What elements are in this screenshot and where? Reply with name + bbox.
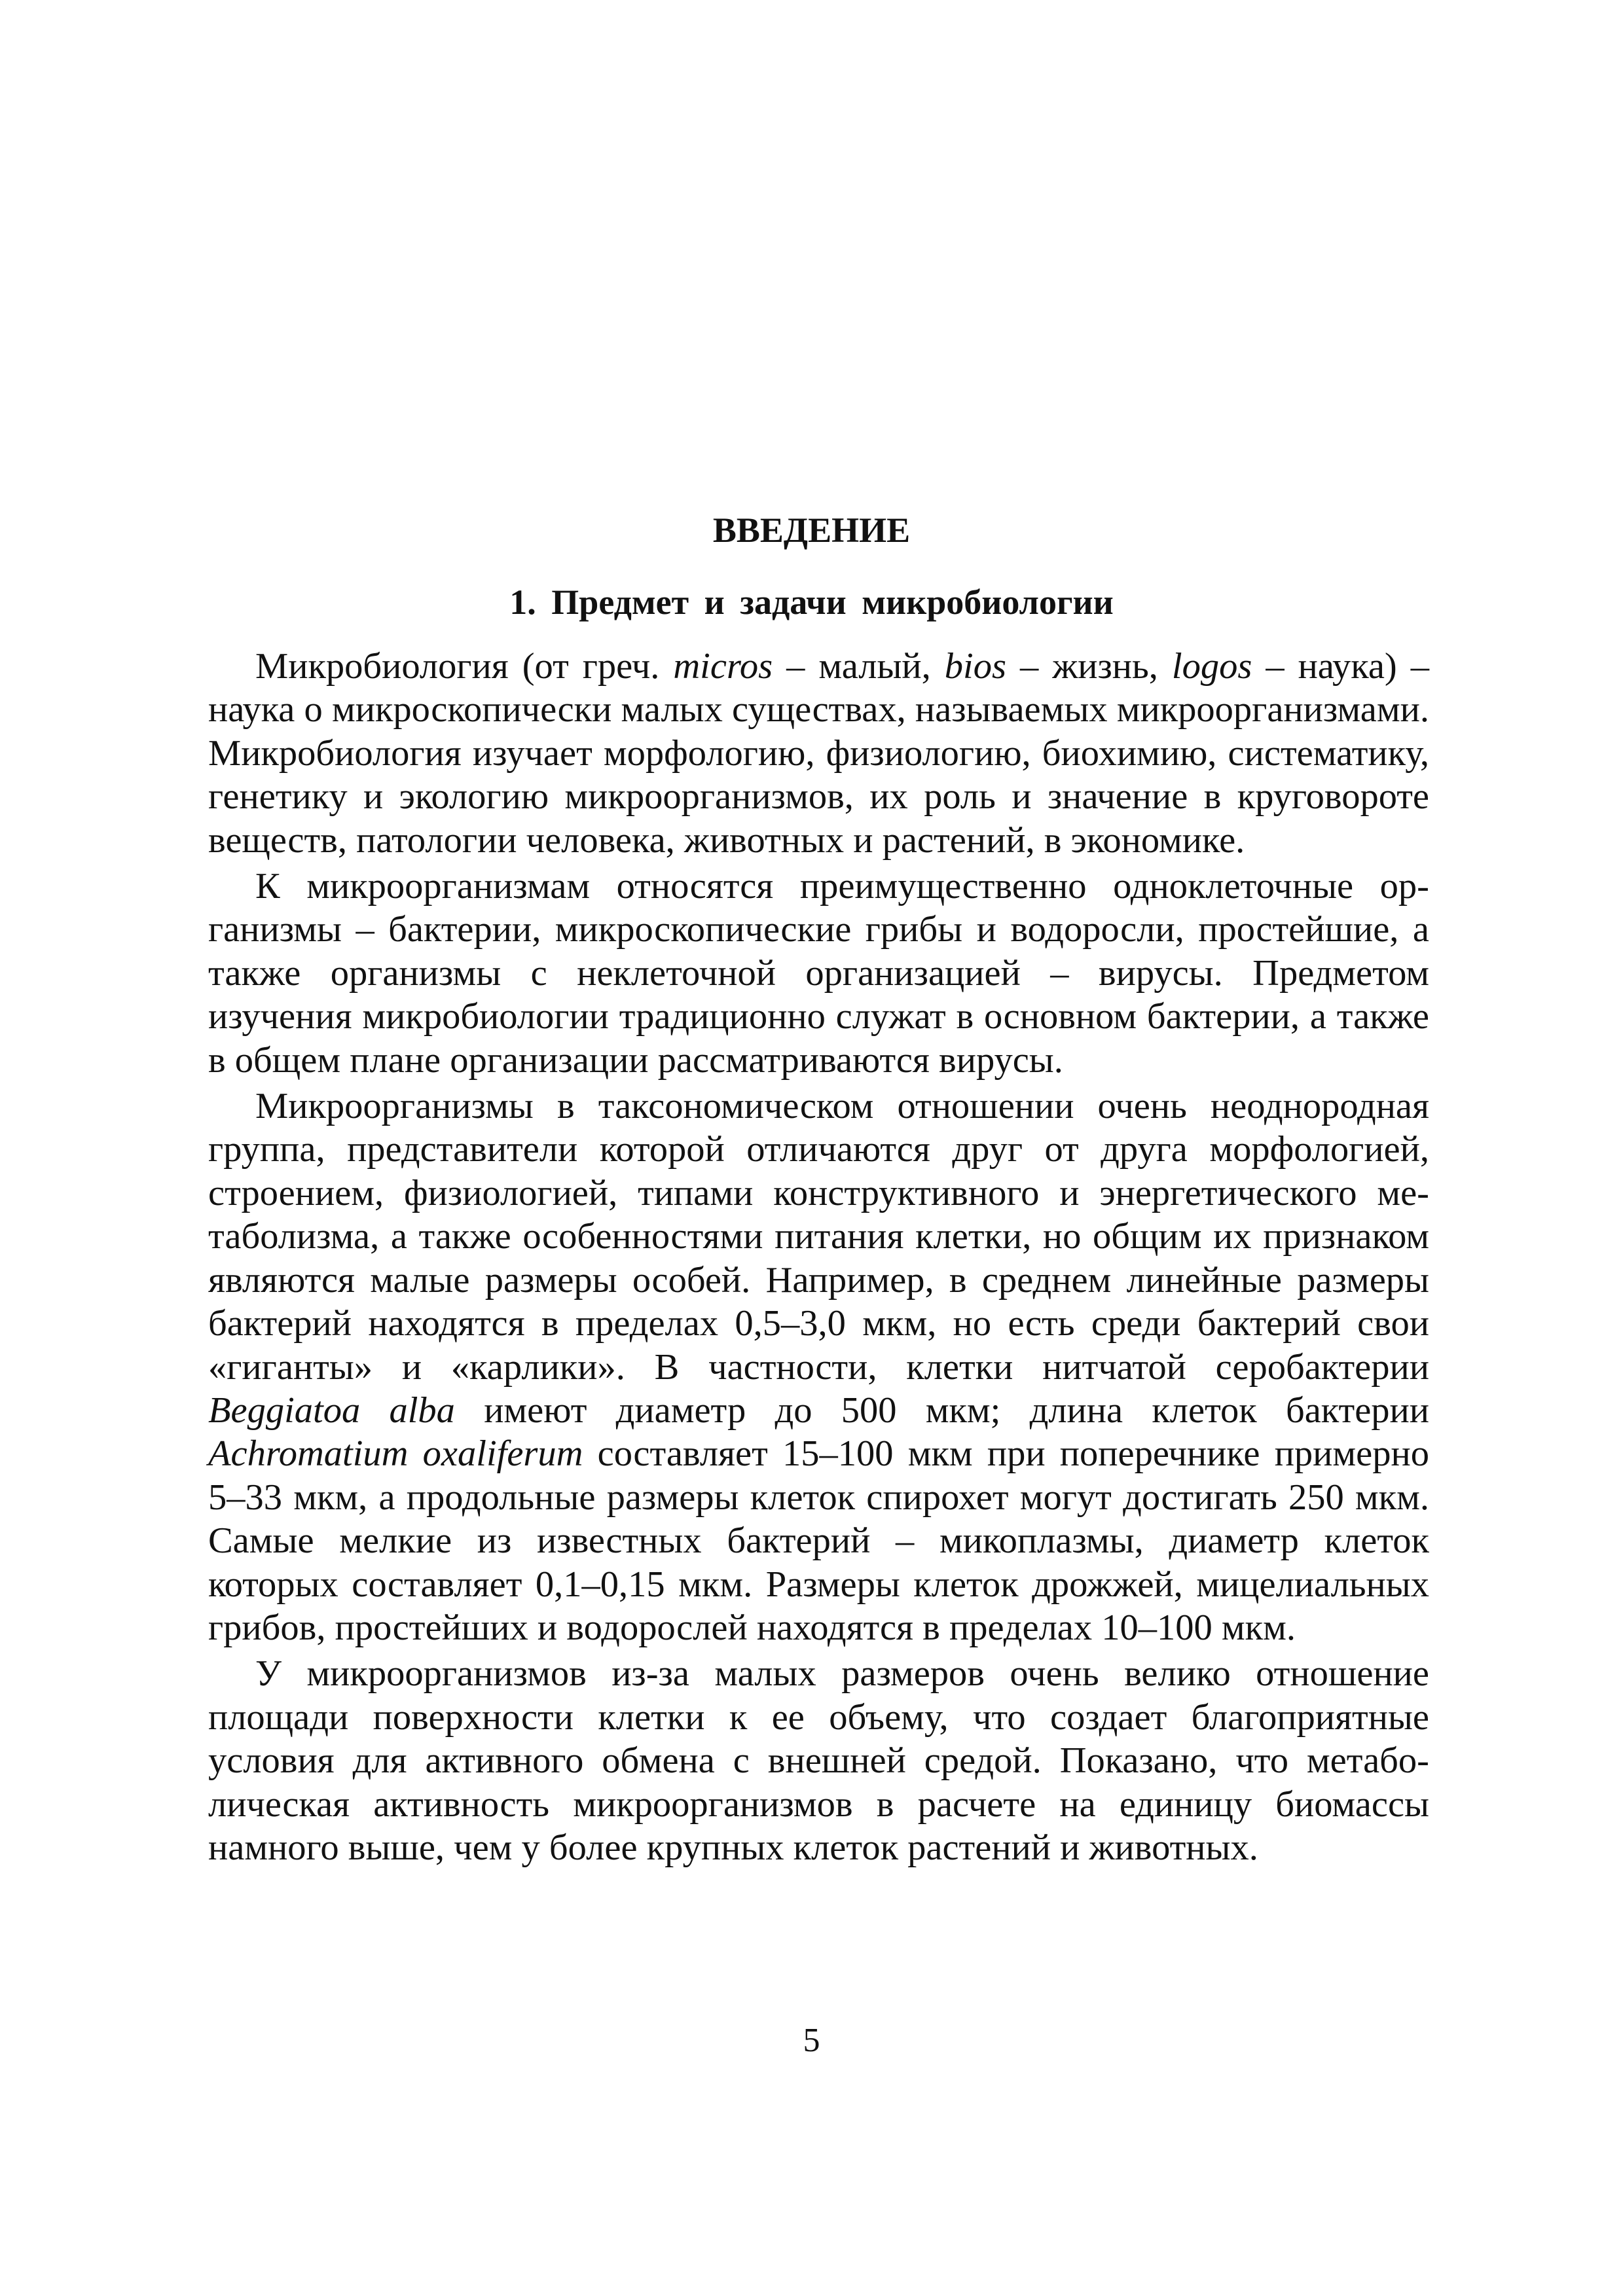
paragraph-1-text: – малый, (773, 646, 945, 687)
paragraph-3-text: Микроорганизмы в таксономическом отношении очень неоднородная группа, представители которой отличаются друг от друга морфологией, строением, физиологией, типами конструктивного и энергетического метаболизма, а также особенностями питания клетки, но общим их признаком являются малые размеры особей. Например, в среднем линейные размеры бактерий находятся в пределах 0,5–3,0 мкм, но есть среди бактерий свои «гиганты» и «карлики». В частности, клетки нитчатой серобактерии (208, 1086, 1429, 1388)
species-beggiatoa-alba: Beggiatoa alba (208, 1390, 455, 1431)
chapter-title: ВВЕДЕНИЕ (712, 511, 911, 550)
paragraph-3-text: составляет 15–100 мкм при поперечнике примерно 5–33 мкм, а продольные размеры клеток спирохет могут достигать 250 мкм. Самые мелкие из известных бактерий – микоплазмы, диаметр клеток которых составляет 0,1–0,15 мкм. Размеры клеток дрожжей, мицелиальных грибов, простейших и водорослей находятся в пределах 10–100 мкм. (208, 1433, 1429, 1648)
paragraph-1-text: – наука) – наука о микроскопически малых существах, называемых микроорганизмами. Микробиология изучает морфологию, физиологию, биохимию, систематику, генетику и экологию микроорганизмов, их роль и значение в круговороте веществ, патологии человека, животных и растений, в экономике. (208, 646, 1429, 861)
paragraph-1-text: Микробиология (от греч. (255, 646, 674, 687)
body-text (208, 645, 1429, 1872)
paragraph-1 (208, 645, 1429, 862)
section-title: 1. Предмет и задачи микробиологии (509, 583, 1114, 622)
page-number: 5 (803, 2022, 820, 2059)
species-achromatium-oxaliferum: Achromatium oxaliferum (208, 1433, 583, 1475)
term-logos: logos (1171, 646, 1252, 687)
paragraph-2: К микроорганизмам относятся преимущественно одноклеточные организмы – бактерии, микроскопические грибы и водоросли, простейшие, а также организмы с неклеточной организацией – вирусы. Предметом изучения микробиологии традиционно служат в основном бактерии, а также в общем плане организации рассматриваются вирусы. (208, 866, 1429, 1081)
paragraph-3 (208, 1085, 1429, 1649)
term-bios: bios (944, 646, 1006, 687)
term-micros: micros (673, 646, 773, 687)
paragraph-1-text: – жизнь, (1006, 646, 1172, 687)
paragraph-3-text: имеют диаметр до 500 мкм; длина клеток бактерии (454, 1390, 1429, 1431)
paragraph-4: У микроорганизмов из-за малых размеров очень велико отношение площади поверхности клетки к ее объему, что создает благоприятные условия для активного обмена с внешней средой. Показано, что метаболическая активность микроорганизмов в расчете на единицу биомассы намного выше, чем у более крупных клеток растений и животных. (208, 1653, 1429, 1868)
